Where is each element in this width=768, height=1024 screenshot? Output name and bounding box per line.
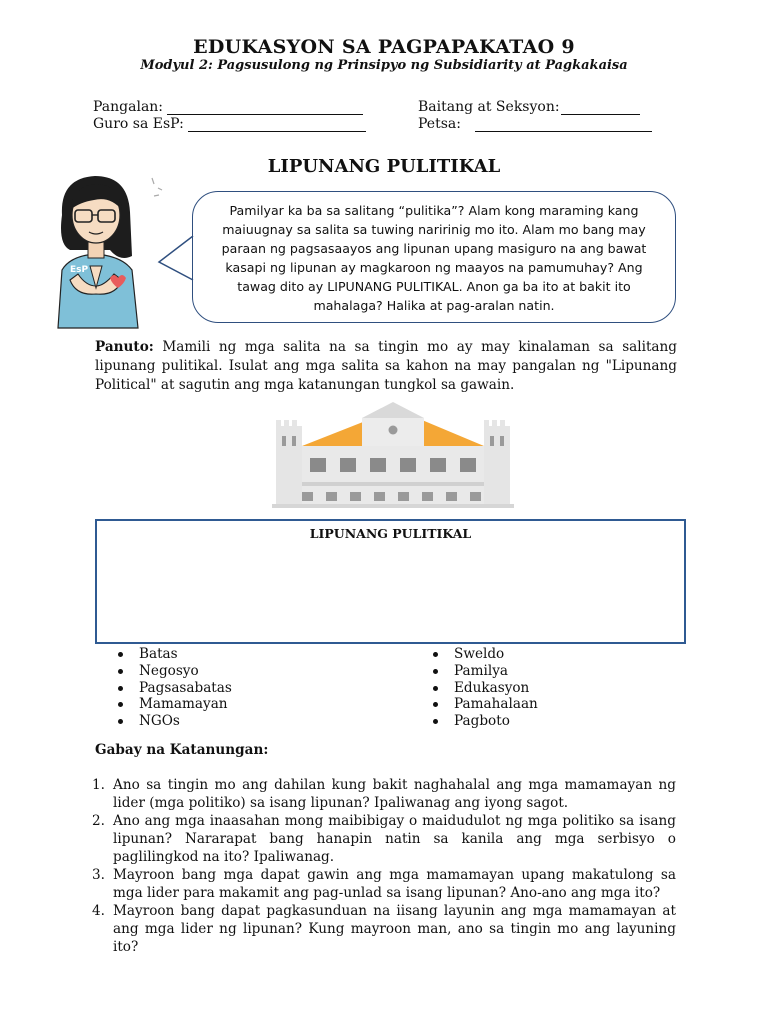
bubble-text: Pamilyar ka ba sa salitang “pulitika”? Alam kong maraming kang maiuugnay sa salita sa tuwing naririnig mo ito. Alam mo bang may paraan ng pagsasaayos ang lipunan upang masiguro na ang bawat kasapi ng lipunan ay magkaroon ng maayos na pamumuhay? Ang tawag dito ay LIPUNANG PULITIKAL. Anon ga ba ito at bakit ito mahalaga? Halika at pag-aralan natin. [221,203,647,313]
baitang-label: Baitang at Seksyon: [418,99,560,115]
answer-box[interactable] [95,519,686,644]
question-item [92,902,676,956]
list-item: Mamamayan [115,696,232,713]
question-number: 2. [92,813,105,829]
word-list-right [430,646,538,730]
list-item: NGOs [115,713,232,730]
instructions-paragraph [95,338,677,395]
question-number: 3. [92,867,105,883]
section-title: LIPUNANG PULITIKAL [267,156,501,177]
module-subtitle: Modyul 2: Pagsusulong ng Prinsipyo ng Subsidiarity at Pagkakaisa [140,58,628,73]
question-text: Ano ang mga inaasahan mong maibibigay o maidudulot ng mga politiko sa isang lipunan? Nararapat bang hanapin natin sa kanila ang mga serbisyo o paglilingkod na ito? Ipaliwanag. [113,813,676,865]
list-item: Pamahalaan [430,696,538,713]
petsa-field [418,116,652,132]
speech-bubble [192,191,676,323]
question-text: Mayroon bang dapat pagkasunduan na iisang layunin ang mga mamamayan at ang mga lider ng lipunan? Kung mayroon man, ano sa tingin mo ang layuning ito? [113,903,676,955]
shirt-text: EsP [70,265,89,275]
question-item [92,866,676,902]
list-item: Sweldo [430,646,538,663]
list-item: Edukasyon [430,680,538,697]
list-item: Batas [115,646,232,663]
instructions-label: Panuto: [95,339,154,355]
question-number: 1. [92,777,105,793]
question-item [92,812,676,866]
guro-line[interactable] [188,117,366,132]
baitang-field [418,99,640,115]
instructions-text: Mamili ng mga salita na sa tingin mo ay may kinalaman sa salitang lipunang pulitikal. Isulat ang mga salita sa kahon na may pangalan ng "Lipunang Political" at sagutin ang mga katanungan tungkol sa gawain. [95,339,677,393]
petsa-line[interactable] [475,117,652,132]
list-item: Pagsasabatas [115,680,232,697]
government-building-illustration [272,400,514,508]
guro-label: Guro sa EsP: [93,116,184,132]
word-list-left [115,646,232,730]
guide-questions-title: Gabay na Katanungan: [95,742,269,758]
question-text: Mayroon bang mga dapat gawin ang mga mamamayan upang makatulong sa mga lider para makamit ang pag-unlad sa isang lipunan? Ano-ano ang mga ito? [113,867,676,901]
petsa-label: Petsa: [418,116,461,132]
guro-field [93,116,366,132]
question-text: Ano sa tingin mo ang dahilan kung bakit naghahalal ang mga mamamayan ng lider (mga politiko) sa isang lipunan? Ipaliwanag ang iyong sagot. [113,777,676,811]
question-number: 4. [92,903,105,919]
guide-questions-list [92,776,676,956]
baitang-line[interactable] [561,100,640,115]
list-item: Pagboto [430,713,538,730]
question-item [92,776,676,812]
pangalan-label: Pangalan: [93,99,164,115]
list-item: Pamilya [430,663,538,680]
pangalan-line[interactable] [167,100,363,115]
document-title: EDUKASYON SA PAGPAPAKATAO 9 [193,36,575,58]
pangalan-field [93,99,363,115]
answer-box-title: LIPUNANG PULITIKAL [309,526,472,541]
list-item: Negosyo [115,663,232,680]
